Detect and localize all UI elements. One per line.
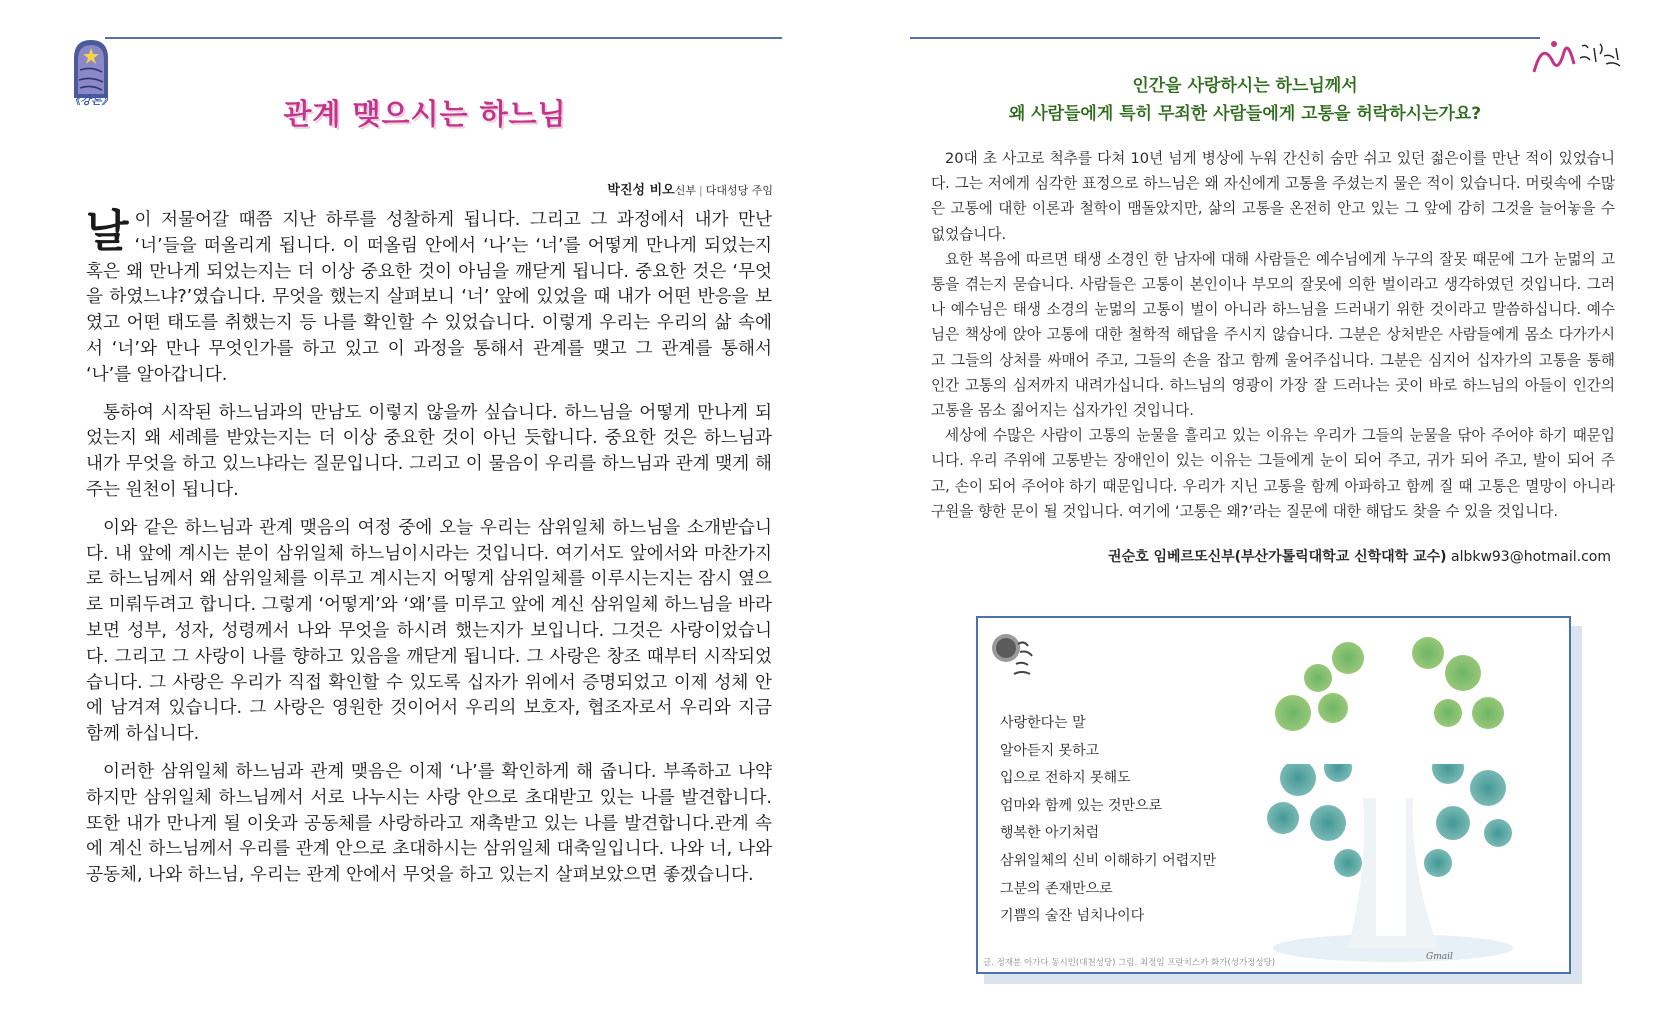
article-title: 관계 맺으시는 하느님 (283, 97, 567, 131)
qa-title-line-2: 왜 사람들에게 특히 무죄한 사람들에게 고통을 허락하시는가요? (1008, 104, 1482, 124)
qa-body (931, 146, 1615, 524)
homily-paragraph: 통하여 시작된 하느님과의 만남도 이렇지 않을까 싶습니다. 하느님을 어떻게 만나게 되었는지 왜 세례를 받았는지는 더 이상 중요한 것이 아닌 듯합니다. 중요한 것은 하느님과 내가 무엇을 하고 있느냐라는 질문입니다. 그리고 이 물음이 우리를 하느님과 관계 맺게 해주는 원천이 됩니다. (86, 402, 772, 500)
author-separator: | (699, 184, 703, 197)
poem-line: 행복한 아기처럼 (1000, 825, 1100, 842)
poem-line: 그분의 존재만으로 (1000, 880, 1113, 897)
poem-line: 사랑한다는 말 (1000, 715, 1086, 731)
author-name: 박진성 비오 (607, 183, 675, 198)
poem-line: 삼위일체의 신비 이해하기 어렵지만 (1000, 852, 1217, 869)
qa-paragraph: 세상에 수많은 사람이 고통의 눈물을 흘리고 있는 이유는 우리가 그들의 눈물을 닦아 주어야 하기 때문입니다. 우리 주위에 고통받는 장애인이 있는 이유는 그들에게 눈이 되어 주고, 귀가 되어 주고, 발이 되어 주고, 손이 되어 주어야 하기 때문입니다. 우리가 지닌 고통을 함께 아파하고 함께 질 때 고통은 멸망이 아니라 구원을 향한 문이 될 것입니다. 여기에 ‘고통은 왜?’라는 질문에 대한 해답도 찾을 수 있을 것입니다. (931, 427, 1615, 520)
homily-paragraph: 이와 같은 하느님과 관계 맺음의 여정 중에 오늘 우리는 삼위일체 하느님을 소개받습니다. 내 앞에 계시는 분이 삼위일체 하느님이시라는 것입니다. 여기서도 앞에서와 마찬가지로 하느님께서 왜 삼위일체를 이루고 계시는지 어떻게 삼위일체를 이루시는지는 잠시 옆으로 미뤄두려고 합니다. 그렇게 ‘어떻게’와 ‘왜’를 미루고 앞에 계신 삼위일체 하느님을 바라보면 성부, 성자, 성령께서 나와 무엇을 하시려 했는지가 보입니다. 그것은 사랑이었습니다. 그리고 그 사랑이 나를 향하고 있음을 깨닫게 됩니다. 그 사랑은 창조 때부터 시작되었습니다. 그 사랑은 우리가 직접 확인할 수 있도록 십자가 위에서 증명되었고 이제 성체 안에 남겨져 있습니다. 그 사랑은 영원한 것이어서 우리의 보호자, 협조자로서 우리와 지금 함께 하십니다. (86, 517, 772, 745)
cross-tree-illustration (1198, 618, 1568, 974)
signature-email: albkw93@hotmail.com (1450, 549, 1611, 565)
left-header-rule (105, 37, 782, 39)
right-header-rule (910, 37, 1540, 39)
homily-body (86, 208, 772, 901)
qa-title-line-1: 인간을 사랑하시는 하느님께서 (1132, 76, 1358, 96)
qa-title (935, 72, 1555, 128)
poem-card (976, 616, 1571, 974)
poem-credits: 글. 정재분 아가다 동시인(대천성당) 그림. 최정임 프란치스카 화가(성가정성당) (983, 958, 1276, 968)
emblem-label: 《강론》 (69, 94, 113, 107)
homily-paragraph: 날이 저물어갈 때쯤 지난 하루를 성찰하게 됩니다. 그리고 그 과정에서 내가 만난 ‘너’들을 떠올리게 됩니다. 이 떠올림 안에서 ‘나’는 ‘너’를 어떻게 만나게 되었는지 혹은 왜 만나게 되었는지는 더 이상 중요한 것이 아님을 깨닫게 됩니다. 중요한 것은 ‘무엇을 하였느냐?’였습니다. 무엇을 했는지 살펴보니 ‘너’ 앞에 있었을 때 내가 어떤 반응을 보였고 어떤 태도를 취했는지 등 나를 확인할 수 있었습니다. 이렇게 우리는 우리의 삶 속에서 ‘너’와 만나 무엇인가를 하고 있고 이 과정을 통해서 관계를 맺고 그 관계를 통해서 ‘나’를 알아갑니다. (86, 206, 772, 385)
signature-name: 권순호 임베르또신부(부산가톨릭대학교 신학대학 교수) (1108, 549, 1447, 565)
poem-line: 알아듣지 못하고 (1000, 742, 1100, 759)
poem-text (1000, 710, 1216, 931)
painter-signature: Gmail (1426, 952, 1453, 962)
homily-paragraph: 이러한 삼위일체 하느님과 관계 맺음은 이제 ‘나’를 확인하게 해 줍니다. 부족하고 나약하지만 삼위일체 하느님께서 서로 나누시는 사랑 안으로 초대받고 있는 나를 발견합니다. 또한 내가 만나게 될 이웃과 공동체를 사랑하라고 재촉받고 있는 나를 발견합니다.관계 속에 계신 하느님께서 우리를 관계 안으로 초대하시는 삼위일체 대축일입니다. 나와 너, 나와 공동체, 나와 하느님, 우리는 관계 안에서 무엇을 하고 있는지 살펴보았으면 좋겠습니다. (86, 761, 772, 886)
poem-line: 입으로 전하지 못해도 (1000, 770, 1131, 787)
seal-stamp-icon (988, 630, 1042, 684)
drop-cap: 날 (86, 206, 129, 257)
poem-line: 기쁨의 술잔 넘치나이다 (1000, 908, 1145, 925)
qa-paragraph: 20대 초 사고로 척추를 다쳐 10년 넘게 병상에 누워 간신히 숨만 쉬고 있던 젊은이를 만난 적이 있었습니다. 그는 저에게 심각한 표정으로 하느님은 왜 자신에게 고통을 주셨는지 물은 적이 있습니다. 머릿속에 수많은 고통에 대한 이론과 철학이 맴돌았지만, 삶의 고통을 온전히 안고 있는 그 앞에 감히 그것을 늘어놓을 수 없었습니다. (931, 150, 1615, 243)
author-parish: 다대성당 주임 (705, 184, 773, 197)
author-line (607, 179, 773, 198)
author-role: 신부 (674, 184, 697, 197)
qa-signature (1108, 546, 1611, 566)
qa-paragraph: 요한 복음에 따르면 태생 소경인 한 남자에 대해 사람들은 예수님에게 누구의 잘못 때문에 그가 눈멂의 고통을 겪는지 묻습니다. 사람들은 고통이 본인이나 부모의 잘못에 의한 벌이라고 생각하였던 것입니다. 그러나 예수님은 태생 소경의 눈멂의 고통이 벌이 아니라 하느님을 드러내기 위한 것이라고 말씀하십니다. 예수님은 책상에 앉아 고통에 대한 철학적 해답을 주시지 않습니다. 그분은 상처받은 사람들에게 몸소 다가가시고 그들의 상처를 싸매어 주고, 그들의 손을 잡고 함께 울어주십니다. 그분은 심지어 십자가의 고통을 통해 인간 고통의 심저까지 내려가십니다. 하느님의 영광이 가장 잘 드러나는 곳이 바로 하느님의 아들이 인간의 고통을 몸소 짊어지는 십자가인 것입니다. (931, 250, 1615, 420)
poem-line: 엄마와 함께 있는 것만으로 (1000, 797, 1163, 814)
